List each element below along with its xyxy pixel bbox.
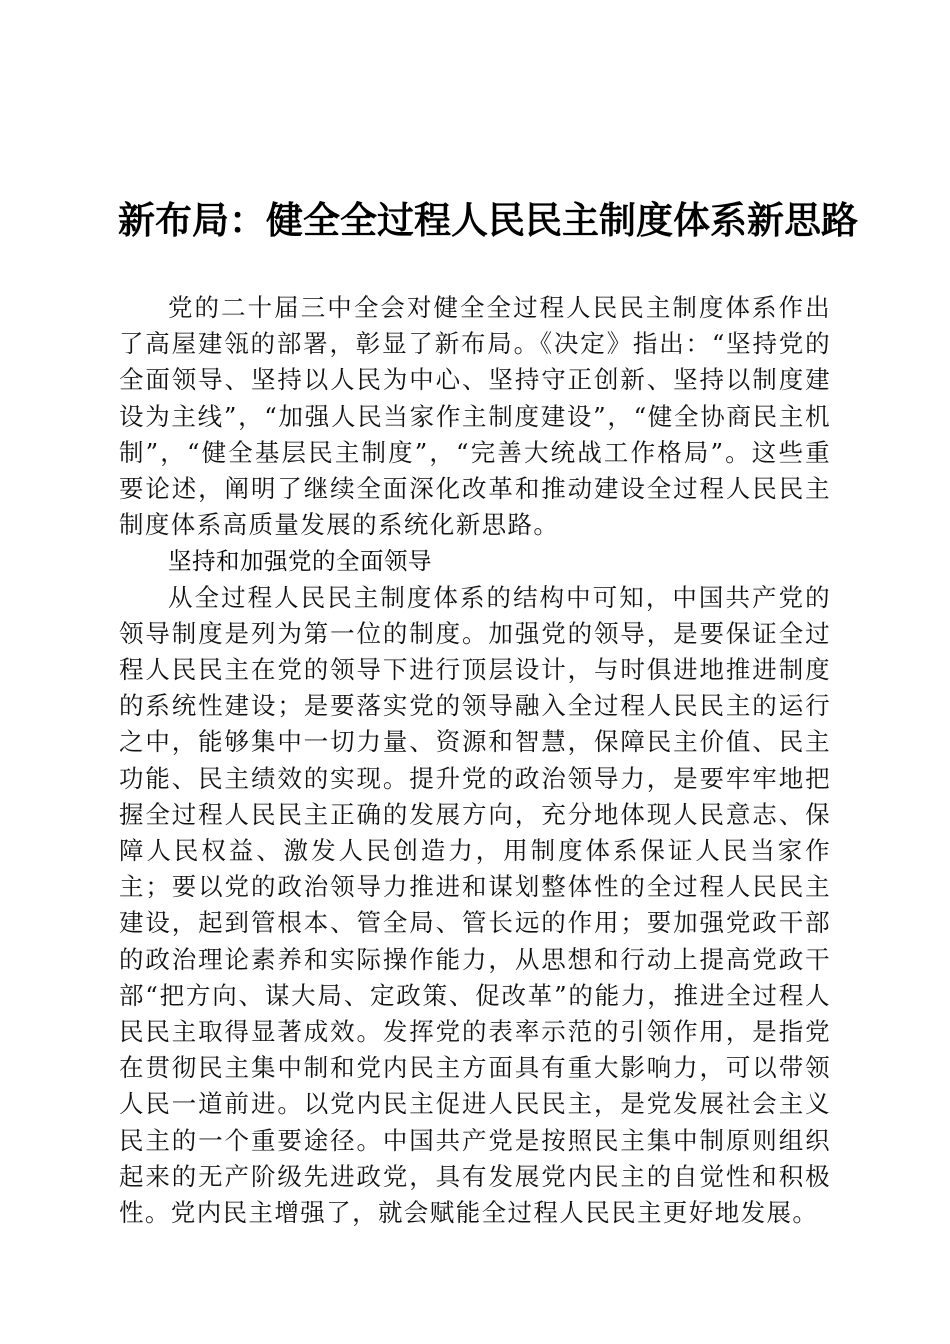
document-body: [119, 290, 831, 1231]
paragraph-party-leadership: 从全过程人民民主制度体系的结构中可知，中国共产党的领导制度是列为第一位的制度。加强党的领导，是要保证全过程人民民主在党的领导下进行顶层设计，与时俱进地推进制度的系统性建设；是要落实党的领导融入全过程人民民主的运行之中，能够集中一切力量、资源和智慧，保障民主价值、民主功能、民主绩效的实现。提升党的政治领导力，是要牢牢地把握全过程人民民主正确的发展方向，充分地体现人民意志、保障人民权益、激发人民创造力，用制度体系保证人民当家作主；要以党的政治领导力推进和谋划整体性的全过程人民民主建设，起到管根本、管全局、管长远的作用；要加强党政干部的政治理论素养和实际操作能力，从思想和行动上提高党政干部“把方向、谋大局、定政策、促改革”的能力，推进全过程人民民主取得显著成效。发挥党的表率示范的引领作用，是指党在贯彻民主集中制和党内民主方面具有重大影响力，可以带领人民一道前进。以党内民主促进人民民主，是党发展社会主义民主的一个重要途径。中国共产党是按照民主集中制原则组织起来的无产阶级先进政党，具有发展党内民主的自觉性和积极性。党内民主增强了，就会赋能全过程人民民主更好地发展。: [119, 582, 831, 1228]
section-heading: 坚持和加强党的全面领导: [168, 547, 432, 576]
document-title: 新布局：健全全过程人民民主制度体系新思路: [118, 198, 858, 242]
paragraph-intro: 党的二十届三中全会对健全全过程人民民主制度体系作出了高屋建瓴的部署，彰显了新布局。《决定》指出：“坚持党的全面领导、坚持以人民为中心、坚持守正创新、坚持以制度建设为主线”，“加强人民当家作主制度建设”，“健全协商民主机制”，“健全基层民主制度”，“完善大统战工作格局”。这些重要论述，阐明了继续全面深化改革和推动建设全过程人民民主制度体系高质量发展的系统化新思路。: [119, 293, 831, 540]
